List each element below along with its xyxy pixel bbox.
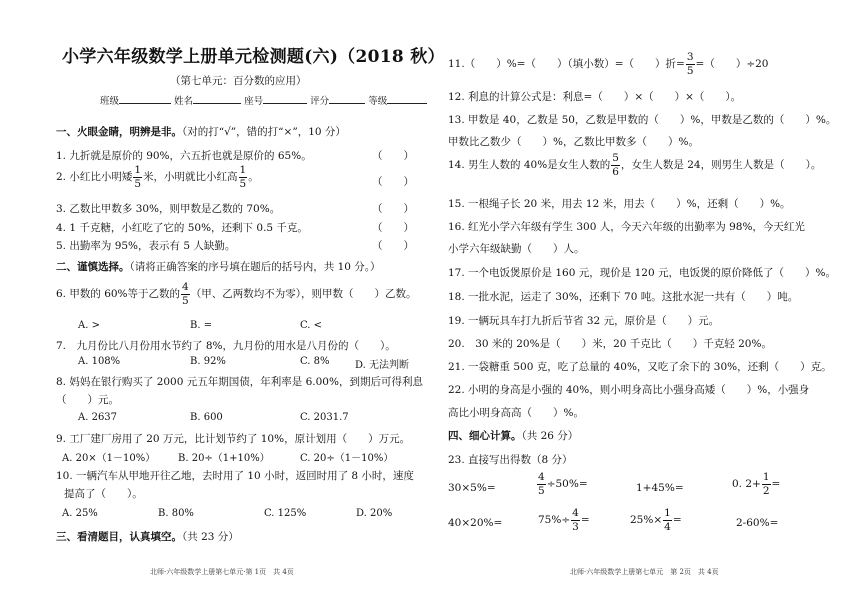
- fraction: $\frac{4}{5}$: [538, 471, 545, 497]
- option-10c[interactable]: C. 125%: [264, 508, 307, 519]
- calc-4: 0. 2+ $\frac{1}{2}$ =: [732, 471, 781, 497]
- question-23: 23. 直接写出得数（8 分）: [448, 454, 573, 466]
- answer-paren-1[interactable]: （ ）: [372, 150, 414, 162]
- question-18: 18. 一批水泥，运走了 30%，还剩下 70 吨。这批水泥一共有（ ）吨。: [448, 291, 799, 303]
- question-17: 17. 一个电饭煲原价是 160 元，现价是 120 元，电饭煲的原价降低了（ ）%。: [448, 267, 836, 279]
- question-22-line2: 高比小明身高高（ ）%。: [448, 407, 584, 419]
- option-6a[interactable]: A. >: [78, 320, 100, 331]
- answer-paren-5[interactable]: （ ）: [372, 240, 414, 252]
- student-info-line: [100, 93, 427, 107]
- seat-blank[interactable]: [263, 93, 307, 104]
- answer-paren-3[interactable]: （ ）: [372, 203, 414, 215]
- section2-heading: 二、谨慎选择。（请将正确答案的序号填在题后的括号内，共 10 分。）: [56, 261, 381, 273]
- option-7d[interactable]: D. 无法判断: [355, 360, 410, 371]
- fraction: $\frac{1}{4}$: [664, 507, 671, 533]
- answer-paren-2[interactable]: （ ）: [372, 176, 414, 188]
- class-blank[interactable]: [119, 93, 171, 104]
- fraction: $\frac{5}{6}$: [612, 152, 619, 178]
- score-blank[interactable]: [329, 93, 365, 104]
- section3-heading: 三、看清题目，认真填空。（共 23 分）: [56, 531, 239, 543]
- score-label: 评分: [310, 96, 330, 107]
- question-8-line1: 8. 妈妈在银行购买了 2000 元五年期国债，年利率是 6.00%，到期后可得利息: [56, 376, 423, 388]
- question-9: 9. 工厂建厂房用了 20 万元，比计划节约了 10%，原计划用（ ）万元。: [56, 433, 411, 445]
- question-13-line1: 13. 甲数是 40，乙数是 50，乙数是甲数的（ ）%，甲数是乙数的（ ）%。: [448, 114, 837, 126]
- section1-heading: 一、火眼金睛，明辨是非。（对的打“√”，错的打“×”，10 分）: [56, 126, 346, 138]
- option-7a[interactable]: A. 108%: [78, 356, 121, 367]
- class-label: 班级: [100, 96, 120, 107]
- fraction: $\frac{1}{2}$: [762, 471, 770, 497]
- calc-8: 2-60%=: [736, 517, 779, 529]
- page-title: 小学六年级数学上册单元检测题(六)（2018 秋）: [62, 47, 445, 67]
- question-3: 3. 乙数比甲数多 30%，则甲数是乙数的 70%。: [56, 203, 281, 215]
- question-10-line1: 10. 一辆汽车从甲地开往乙地，去时用了 10 小时，返回时用了 8 小时，速度: [56, 470, 414, 482]
- question-8-line2: （ ）元。: [56, 394, 119, 406]
- option-10d[interactable]: D. 20%: [356, 508, 393, 519]
- question-15: 15. 一根绳子长 20 米，用去 12 米，用去（ ）%，还剩（ ）%。: [448, 198, 791, 210]
- option-7c[interactable]: C. 8%: [300, 356, 330, 367]
- option-6b[interactable]: B. =: [190, 320, 213, 331]
- grade-blank[interactable]: [387, 93, 427, 104]
- option-8c[interactable]: C. 2031.7: [300, 412, 349, 423]
- option-9b[interactable]: B. 20÷（1+10%）: [178, 453, 270, 464]
- option-7b[interactable]: B. 92%: [190, 356, 226, 367]
- footer-left: 北师·六年级数学上册第七单元·第 1页 共 4页: [150, 568, 294, 576]
- question-1: 1. 九折就是原价的 90%，六五折也就是原价的 65%。: [56, 150, 312, 162]
- name-blank[interactable]: [193, 93, 241, 104]
- calc-5: 40×20%=: [448, 517, 503, 529]
- question-5: 5. 出勤率为 95%，表示有 5 人缺勤。: [56, 240, 236, 252]
- question-20: 20. 30 米的 20%是（ ）米，20 千克比（ ）千克轻 20%。: [448, 338, 772, 350]
- option-6c[interactable]: C. <: [300, 320, 323, 331]
- calc-3: 1+45%=: [636, 482, 684, 494]
- option-10a[interactable]: A. 25%: [62, 508, 98, 519]
- question-2: 2. 小红比小明矮 $\frac{1}{5}$ 米，小明就比小红高 $\frac{1}{5}$ 。: [56, 164, 259, 190]
- option-9a[interactable]: A. 20×（1－10%）: [62, 453, 156, 464]
- question-6: 6. 甲数的 60%等于乙数的 $\frac{4}{5}$ （甲、乙两数均不为零），则甲数（ ）乙数。: [56, 281, 417, 307]
- question-13-line2: 甲数比乙数少（ ）%，乙数比甲数多（ ）%。: [448, 136, 699, 148]
- calc-6: 75%÷ $\frac{4}{3}$ =: [538, 507, 590, 533]
- question-12: 12. 利息的计算公式是：利息=（ ）×（ ）×（ ）。: [448, 91, 742, 103]
- option-8a[interactable]: A. 2637: [78, 412, 118, 423]
- calc-1: 30×5%=: [448, 482, 496, 494]
- question-19: 19. 一辆玩具车打九折后节省 32 元，原价是（ ）元。: [448, 315, 720, 327]
- option-9c[interactable]: C. 20÷（1－10%）: [300, 453, 394, 464]
- name-label: 姓名: [174, 96, 194, 107]
- question-16-line1: 16. 红光小学六年级有学生 300 人，今天六年级的出勤率为 98%，今天红光: [448, 221, 805, 233]
- footer-right: 北师·六年级数学上册第七单元 第 2页 共 4页: [570, 568, 719, 576]
- answer-paren-4[interactable]: （ ）: [372, 222, 414, 234]
- fraction: $\frac{1}{5}$: [134, 164, 142, 190]
- fraction: $\frac{4}{3}$: [572, 507, 579, 533]
- grade-label: 等级: [368, 96, 388, 107]
- question-11: 11.（ ）%=（ ）（填小数）=（ ）折= $\frac{3}{5}$ =（ ）÷20: [448, 51, 769, 77]
- option-10b[interactable]: B. 80%: [158, 508, 194, 519]
- question-4: 4. 1 千克糖，小红吃了它的 50%，还剩下 0.5 千克。: [56, 222, 308, 234]
- section4-heading: 四、细心计算。（共 26 分）: [448, 430, 579, 442]
- question-22-line1: 22. 小明的身高是小强的 40%，则小明身高比小强身高矮（ ）%，小强身: [448, 384, 810, 396]
- fraction: $\frac{3}{5}$: [686, 51, 694, 77]
- question-14: 14. 男生人数的 40%是女生人数的 $\frac{5}{6}$ ，女生人数是 24，则男生人数是（ ）。: [448, 152, 822, 178]
- fraction: $\frac{4}{5}$: [182, 281, 189, 307]
- question-10-line2: 提高了（ ）。: [64, 488, 143, 500]
- question-7: 7. 九月份比八月份用水节约了 8%，九月份的用水是八月份的（ ）。: [56, 340, 396, 352]
- page-subtitle: （第七单元：百分数的应用）: [170, 75, 307, 87]
- question-21: 21. 一袋糖重 500 克，吃了总量的 40%，又吃了余下的 30%，还剩（ ）克。: [448, 361, 832, 373]
- seat-label: 座号: [244, 96, 264, 107]
- question-16-line2: 小学六年级缺勤（ ）人。: [448, 243, 585, 255]
- calc-7: 25%× $\frac{1}{4}$ =: [630, 507, 682, 533]
- calc-2: $\frac{4}{5}$ ÷50%=: [538, 471, 588, 497]
- fraction: $\frac{1}{5}$: [239, 164, 247, 190]
- option-8b[interactable]: B. 600: [190, 412, 223, 423]
